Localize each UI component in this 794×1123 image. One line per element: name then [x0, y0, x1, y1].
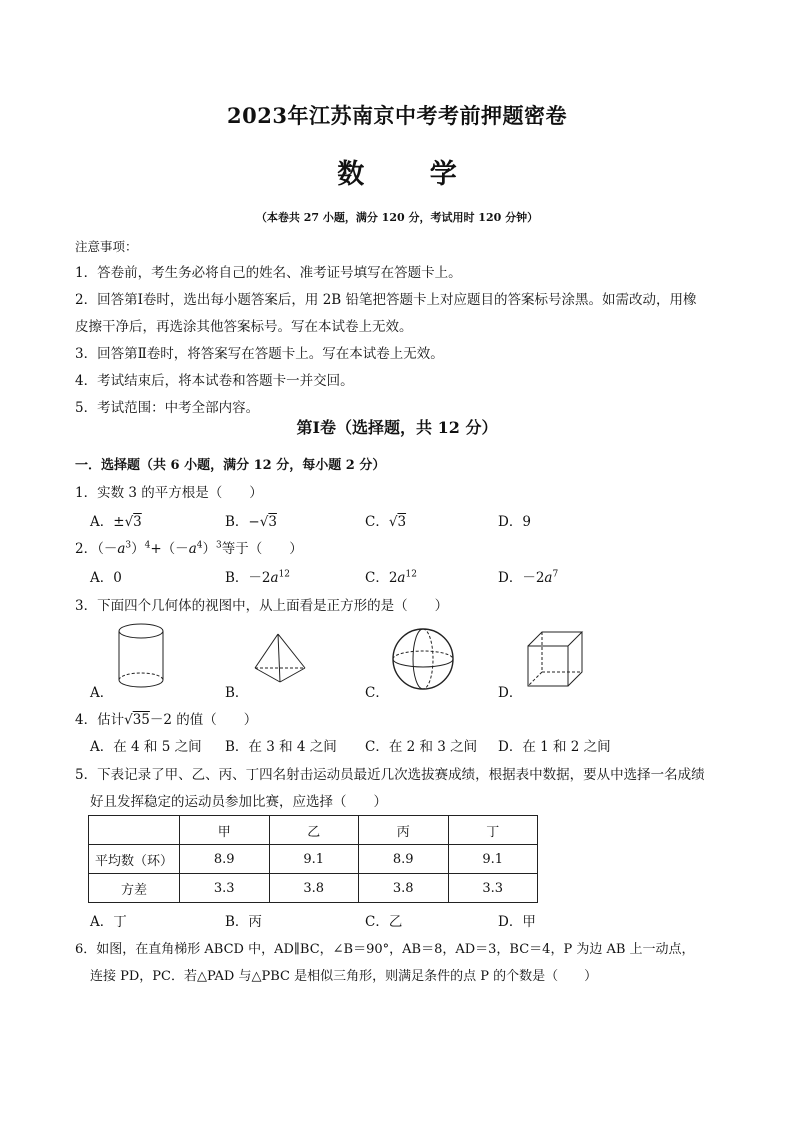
note-item-5: 5．考试范围：中考全部内容。	[75, 400, 260, 416]
table-cell: 3.3	[180, 874, 270, 903]
table-header-cell: 乙	[269, 816, 359, 845]
q5-stem-line2: 好且发挥稳定的运动员参加比赛，应选择（ ）	[90, 794, 387, 810]
q4-option-b: B．在 3 和 4 之间	[225, 739, 337, 755]
sphere-figure	[390, 626, 456, 692]
q3-option-c: C．	[365, 685, 389, 701]
q1-option-c: C．√3	[365, 514, 407, 530]
q1-option-b: B．−√3	[225, 514, 277, 530]
note-item-2: 2．回答第Ⅰ卷时，选出每小题答案后，用 2B 铅笔把答题卡上对应题目的答案标号涂黑。如需改动，用橡	[75, 292, 697, 308]
cube-figure	[522, 628, 588, 690]
q2-stem: 2．$(-a^3)^4+(-a^4)^3$等于（ ）	[75, 540, 303, 557]
table-header-cell: 丙	[359, 816, 449, 845]
q6-stem-line2: 连接 PD，PC．若△PAD 与△PBC 是相似三角形，则满足条件的点 P 的个数是（ ）	[90, 969, 598, 984]
table-row	[89, 874, 538, 903]
note-item-3: 3．回答第Ⅱ卷时，将答案写在答题卡上。写在本试卷上无效。	[75, 346, 444, 362]
table-cell: 方差	[89, 874, 180, 903]
table-header-cell: 甲	[180, 816, 270, 845]
part1-title: 一．选择题（共 6 小题，满分 12 分，每小题 2 分）	[75, 458, 386, 473]
section1-title: 第Ⅰ卷（选择题，共 12 分）	[296, 418, 498, 437]
table-cell: 3.8	[269, 874, 359, 903]
q3-option-d: D．	[498, 685, 523, 701]
note-item-1: 1．答卷前，考生务必将自己的姓名、准考证号填写在答题卡上。	[75, 265, 462, 281]
cylinder-figure	[110, 622, 172, 692]
q3-stem: 3．下面四个几何体的视图中，从上面看是正方形的是（ ）	[75, 598, 449, 614]
exam-title: 2023年江苏南京中考考前押题密卷	[227, 103, 567, 128]
tetrahedron-figure	[250, 630, 310, 692]
table-cell: 9.1	[269, 845, 359, 874]
q5-option-c: C．乙	[365, 914, 403, 930]
q1-option-d: D．9	[498, 514, 531, 530]
subject-title: 数 学	[337, 159, 485, 190]
note-item-2-cont: 皮擦干净后，再选涂其他答案标号。写在本试卷上无效。	[75, 319, 413, 335]
table-cell: 8.9	[359, 845, 449, 874]
table-header-cell: 丁	[448, 816, 538, 845]
notes-heading: 注意事项：	[75, 239, 138, 254]
q3-option-a: A．	[90, 685, 114, 701]
q2-option-d: D．$-2a^7$	[498, 569, 559, 586]
table-row	[89, 845, 538, 874]
q4-stem: 4．估计√35－2 的值（ ）	[75, 712, 258, 728]
exam-info: （本卷共 27 小题，满分 120 分，考试用时 120 分钟）	[255, 211, 539, 224]
q5-option-d: D．甲	[498, 914, 536, 930]
table-cell: 8.9	[180, 845, 270, 874]
q2-option-a: A．0	[90, 570, 122, 586]
note-item-4: 4．考试结束后，将本试卷和答题卡一并交回。	[75, 373, 354, 389]
q4-option-a: A．在 4 和 5 之间	[90, 739, 202, 755]
q6-stem-line1: 6．如图，在直角梯形 ABCD 中，AD∥BC，∠B＝90°，AB＝8，AD＝3，BC＝4，P 为边 AB 上一动点，	[75, 942, 695, 957]
q4-option-c: C．在 2 和 3 之间	[365, 739, 478, 755]
table-header-row	[89, 816, 538, 845]
q5-option-b: B．丙	[225, 914, 262, 930]
q2-option-b: B．$-2a^{12}$	[225, 569, 291, 586]
table-cell: 9.1	[448, 845, 538, 874]
q5-stem-line1: 5．下表记录了甲、乙、丙、丁四名射击运动员最近几次选拔赛成绩，根据表中数据，要从中选择一名成绩	[75, 767, 705, 783]
q5-option-a: A．丁	[90, 914, 127, 930]
table-cell: 3.8	[359, 874, 449, 903]
table-header-cell	[89, 816, 180, 845]
table-cell: 平均数（环）	[89, 845, 180, 874]
q1-option-a: A．±√3	[90, 514, 142, 530]
q3-option-b: B．	[225, 685, 249, 701]
q1-stem: 1．实数 3 的平方根是（ ）	[75, 485, 263, 501]
table-cell: 3.3	[448, 874, 538, 903]
q4-option-d: D．在 1 和 2 之间	[498, 739, 611, 755]
scores-table	[88, 815, 538, 903]
q2-option-c: C．$2a^{12}$	[365, 569, 417, 586]
